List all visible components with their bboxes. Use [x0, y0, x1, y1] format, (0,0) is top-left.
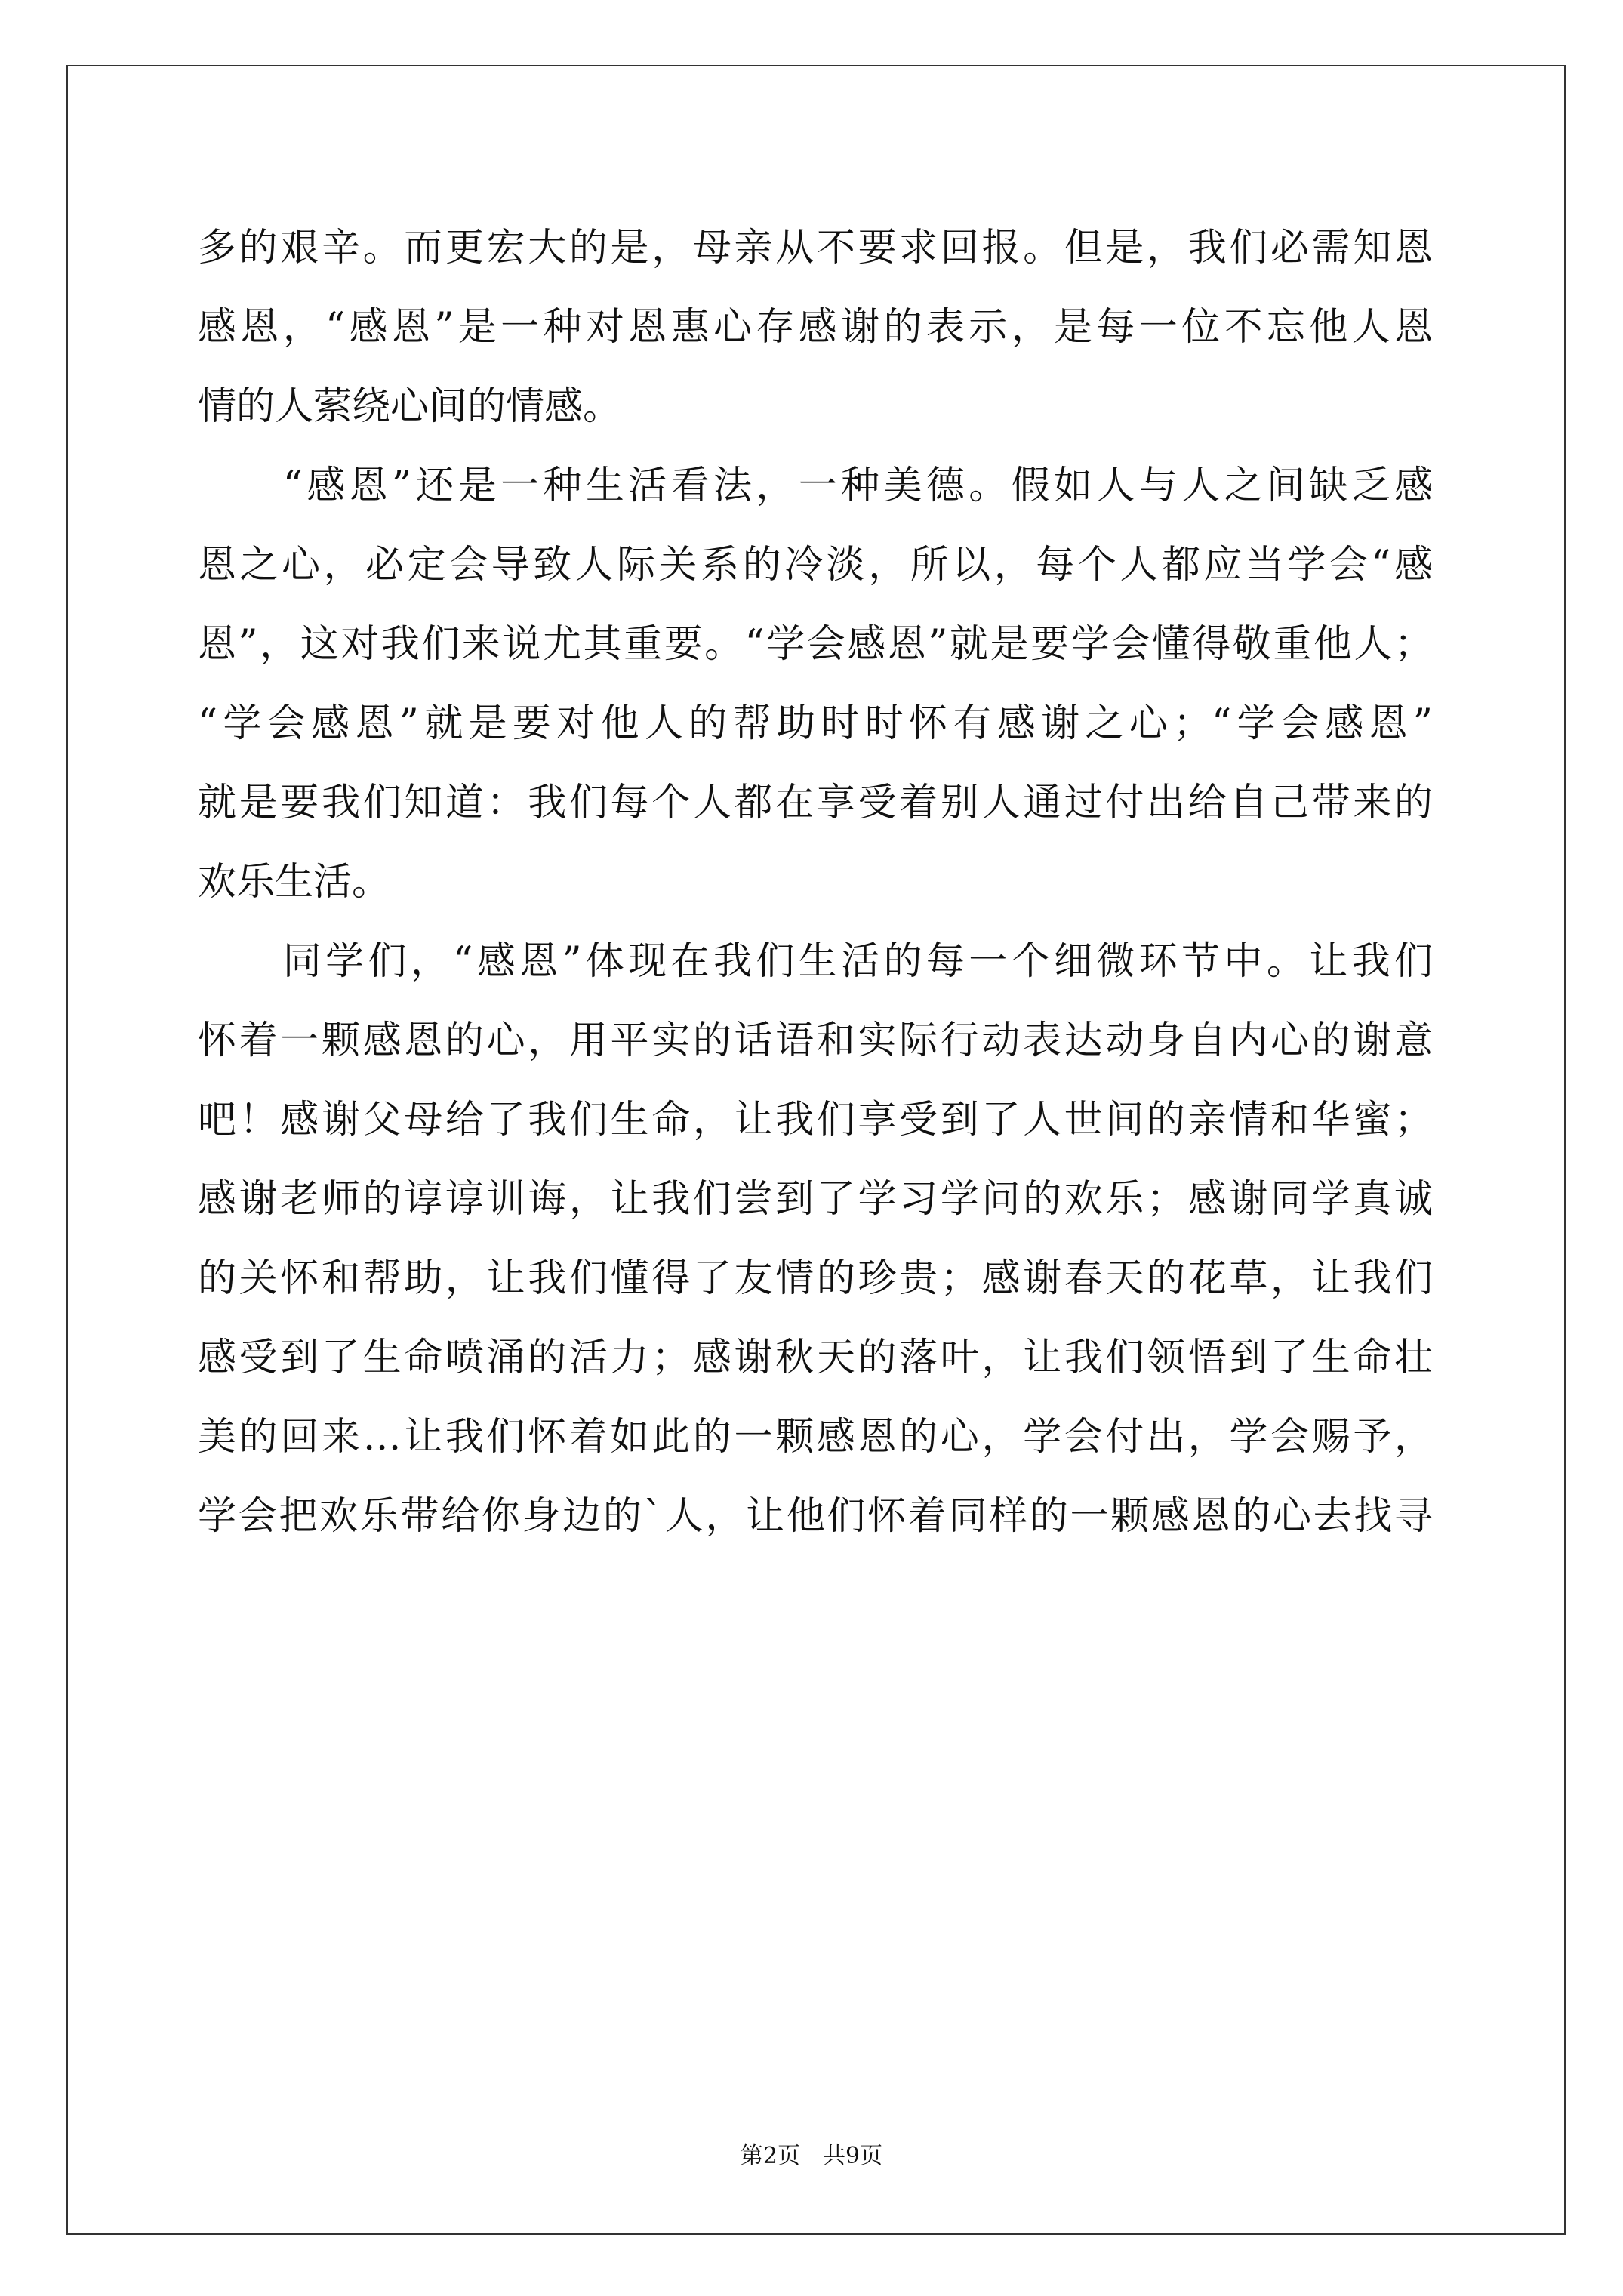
text-line: 感恩，“感恩”是一种对恩惠心存感谢的表示，是每一位不忘他人恩 — [198, 305, 1433, 350]
text-line: 感谢老师的谆谆训诲，让我们尝到了学习学问的欢乐；感谢同学真诚 — [198, 1177, 1433, 1222]
text-line: 恩之心，必定会导致人际关系的冷淡，所以，每个人都应当学会“感 — [198, 543, 1433, 587]
text-line: 情的人萦绕心间的情感。 — [198, 384, 622, 429]
text-line: 学会把欢乐带给你身边的`人，让他们怀着同样的一颗感恩的心去找寻 — [198, 1494, 1433, 1539]
text-line: 感受到了生命喷涌的活力；感谢秋天的落叶，让我们领悟到了生命壮 — [198, 1336, 1433, 1380]
text-line: 就是要我们知道：我们每个人都在享受着别人通过付出给自己带来的 — [198, 781, 1433, 825]
text-line: 怀着一颗感恩的心，用平实的话语和实际行动表达动身自内心的谢意 — [198, 1019, 1433, 1063]
text-line: 同学们，“感恩”体现在我们生活的每一个细微环节中。让我们 — [198, 939, 1433, 984]
text-line: 的关怀和帮助，让我们懂得了友情的珍贵；感谢春天的花草，让我们 — [198, 1256, 1433, 1301]
text-line: “学会感恩”就是要对他人的帮助时时怀有感谢之心；“学会感恩” — [198, 701, 1433, 746]
text-line: 恩”，这对我们来说尤其重要。“学会感恩”就是要学会懂得敬重他人； — [198, 622, 1433, 667]
text-line: 多的艰辛。而更宏大的是，母亲从不要求回报。但是，我们必需知恩 — [198, 226, 1433, 270]
page-footer: 第2页 共9页 — [740, 2143, 883, 2169]
text-line: 吧！感谢父母给了我们生命，让我们享受到了人世间的亲情和华蜜； — [198, 1098, 1433, 1142]
text-line: 美的回来…让我们怀着如此的一颗感恩的心，学会付出，学会赐予， — [198, 1415, 1433, 1459]
text-line: 欢乐生活。 — [198, 860, 391, 905]
text-line: “感恩”还是一种生活看法，一种美德。假如人与人之间缺乏感 — [198, 464, 1433, 508]
document-body — [198, 220, 1433, 1567]
